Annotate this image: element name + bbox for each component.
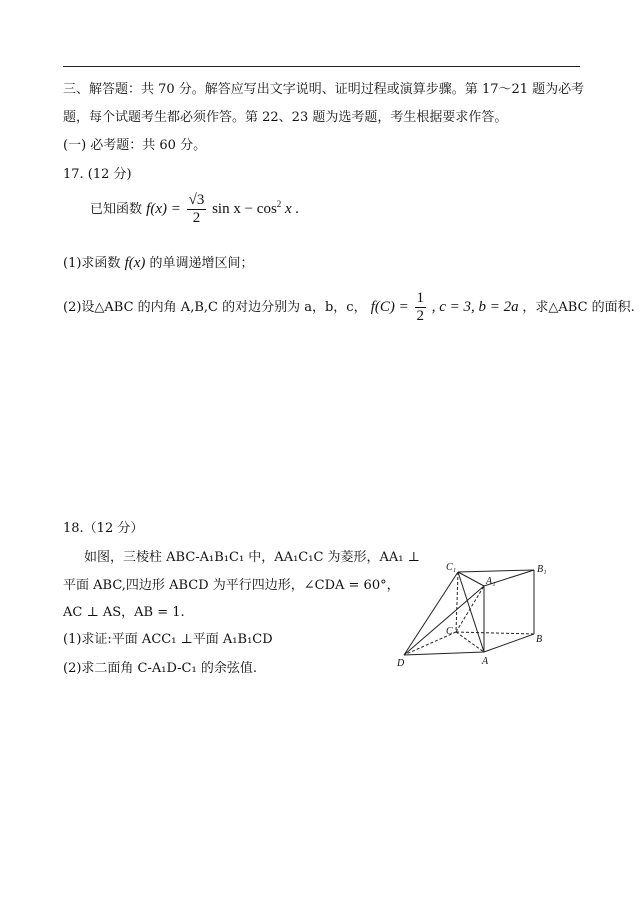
q18-line2: 平面 ABC,四边形 ABCD 为平行四边形，∠CDA = 60°， xyxy=(63,578,400,593)
part2-denominator: 2 xyxy=(416,308,425,324)
q17-part1-prefix: (1)求函数 xyxy=(63,256,121,271)
label-c: C xyxy=(446,626,453,637)
section-heading-line2: 题，每个试题考生都必须作答。第 22、23 题为选考题，考生根据要求作答。 xyxy=(63,110,508,125)
q17-part1 xyxy=(63,252,254,272)
q17-part1-func: f(x) xyxy=(124,255,146,271)
edge-c-a1-hidden xyxy=(456,586,484,632)
part2-fraction xyxy=(415,290,427,325)
part2-lhs: f(C) = xyxy=(370,298,409,315)
q17-function xyxy=(146,192,300,226)
func-numerator: √3 xyxy=(188,192,205,208)
edge-d-a xyxy=(404,652,484,655)
part2-rest: , c = 3, b = 2a xyxy=(431,298,519,315)
q17-part1-suffix: 的单调递增区间； xyxy=(149,256,254,271)
func-rest: sin x − cos xyxy=(212,200,277,217)
func-denominator: 2 xyxy=(192,210,201,226)
edge-a1-d xyxy=(404,586,484,655)
edge-a-b xyxy=(484,634,534,652)
func-lhs: f(x) = xyxy=(146,200,181,217)
label-b1: B₁ xyxy=(537,564,547,575)
label-a1: A₁ xyxy=(486,576,496,587)
edge-c1-c-hidden xyxy=(456,572,458,632)
top-rule xyxy=(63,66,580,67)
func-tail: x . xyxy=(281,200,300,217)
edge-c-a-hidden xyxy=(456,632,484,652)
q17-number: 17. (12 分) xyxy=(63,167,132,182)
q18-part2: (2)求二面角 C-A₁D-C₁ 的余弦值. xyxy=(63,661,257,676)
edge-c1-b1 xyxy=(458,570,534,572)
label-c1: C₁ xyxy=(446,562,457,573)
label-a: A xyxy=(482,656,489,667)
edge-c-b-hidden xyxy=(456,632,534,634)
q18-part1: (1)求证:平面 ACC₁ ⊥平面 A₁B₁CD xyxy=(63,632,273,647)
section-heading-line1: 三、解答题：共 70 分。解答应写出文字说明、证明过程或演算步骤。第 17～21 题为必考 xyxy=(63,82,585,97)
q17-part2-prefix: (2)设△ABC 的内角 A,B,C 的对边分别为 a，b，c， xyxy=(63,299,367,315)
func-exponent: 2 xyxy=(276,198,282,209)
prism-figure xyxy=(396,560,556,675)
func-fraction xyxy=(187,192,207,227)
q17-given-prefix: 已知函数 xyxy=(90,201,143,217)
q17-given xyxy=(90,192,299,227)
q17-part2 xyxy=(63,290,635,325)
label-d: D xyxy=(397,658,405,669)
part-one-heading: (一) 必考题：共 60 分。 xyxy=(63,138,207,153)
q18-line1: 如图，三棱柱 ABC-A₁B₁C₁ 中，AA₁C₁C 为菱形，AA₁ ⊥ xyxy=(84,550,420,565)
q18-line3: AC ⊥ AS，AB = 1. xyxy=(63,605,185,620)
q18-number: 18.（12 分） xyxy=(63,521,144,536)
q17-part2-condition xyxy=(370,290,523,324)
q17-part2-suffix: ，求△ABC 的面积. xyxy=(522,299,635,315)
part2-numerator: 1 xyxy=(416,290,425,306)
label-b: B xyxy=(536,634,543,645)
